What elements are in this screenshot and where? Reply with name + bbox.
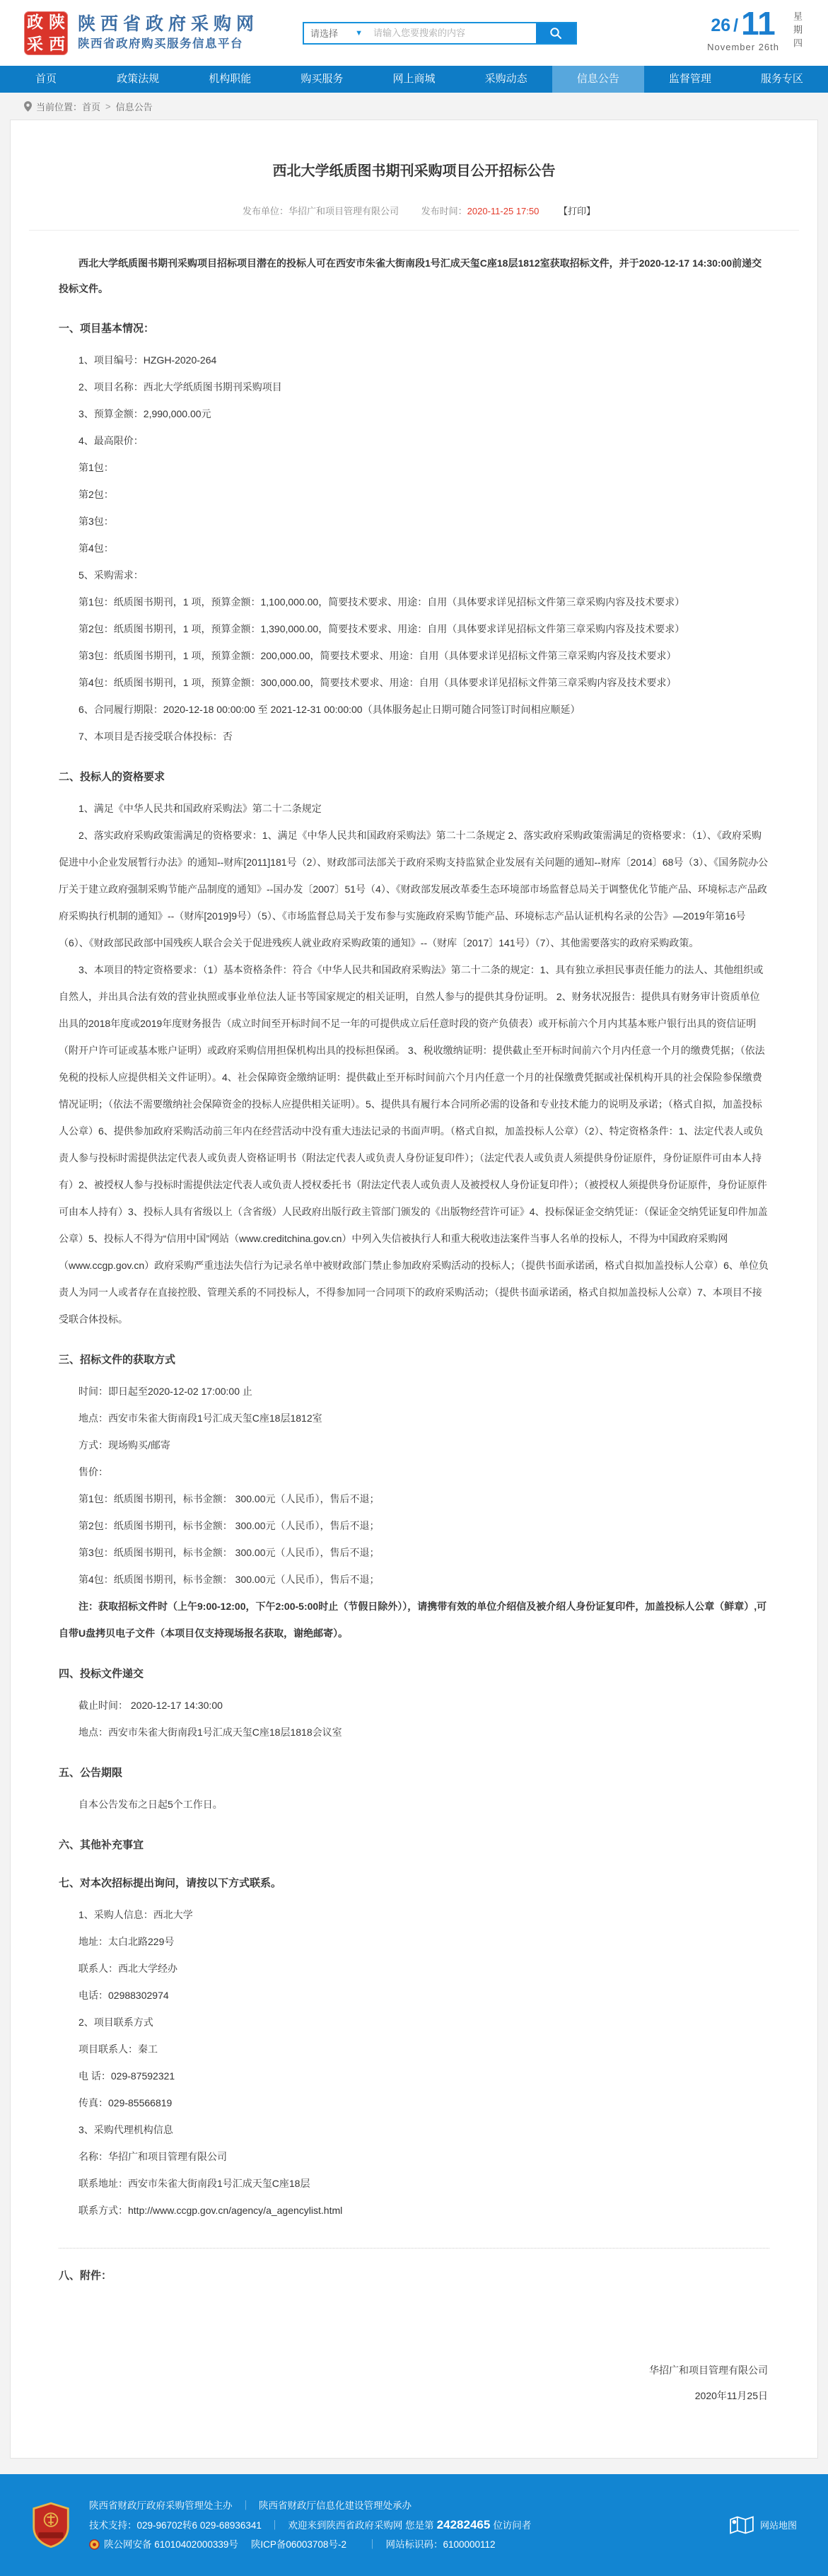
article-paragraph: 3、预算金额：2,990,000.00元 <box>78 407 211 419</box>
article-body <box>11 250 817 2287</box>
article-paragraph: 售价： <box>78 1466 108 1478</box>
footer-site-id: 网站标识码：6100000112 <box>385 2539 496 2550</box>
article-paragraph: 3、本项目的特定资格要求：（1）基本资格条件：符合《中华人民共和国政府采购法》第二十二条的规定：1、具有独立承担民事责任能力的法人、其他组织或自然人，并出具合法有效的营业执照或事业单位法人证书等国家规定的相关证明，自然人参与的提供其身份证明。 2、财务状况报告：提供具有财务审计资质单位出具的2018年度或2019年度财务报告（成立时间至开标时间不足一年的可提供成立后任意时段的资产负债表）或开标前六个月内其基本账户银行出具的资信证明（附开户许可证或基本账户证明）或政府采购信用担保机构出具的投标担保函。 3、税收缴纳证明：提供截止至开标时间前六个月内任意一个月的缴费凭据；（依法免税的投标人应提供相关文件证明）。4、社会保障资金缴纳证明：提供截止至开标时间前六个月内任意一个月的社保缴费凭据或社保机构开具的社会保险参保缴费情况证明；（依法不需要缴纳社会保障资金的投标人应提供相关证明）。5、提供具有履行本合同所必需的设备和专业技术能力的说明及承诺；（格式自拟，加盖投标人公章）6、提供参加政府采购活动前三年内在经营活动中没有重大违法记录的书面声明。（格式自拟，加盖投标人公章）（2）、特定资格条件：1、法定代表人或负责人参与投标时需提供法定代表人或负责人资格证明书（附法定代表人或负责人身份证复印件）；（法定代表人或负责人须提供身份证原件，身份证原件可由本人持有）2、被授权人参与投标时需提供法定代表人或负责人授权委托书（附法定代表人或负责人及被授权人身份证复印件）；（被授权人须提供身份证原件，身份证原件可由本人持有）3、投标人具有省级以上（含省级）人民政府出版行政主管部门颁发的《出版物经营许可证》4、投标保证金交纳凭证：（保证金交纳凭证复印件加盖公章）5、投标人不得为“信用中国”网站（www.creditchina.gov.cn）中列入失信被执行人和重大税收违法案件当事人名单的投标人，不得为中国政府采购网（www.ccgp.gov.cn）政府采购严重违法失信行为记录名单中被财政部门禁止参加政府采购活动的投标人；（提供书面承诺函，格式自拟加盖投标人公章）6、单位负责人为同一人或者存在直接控股、管理关系的不同投标人，不得参加同一合同项下的政府采购活动；（提供书面承诺函，格式自拟加盖投标人公章）7、本项目不接受联合体投标。 <box>59 963 769 1325</box>
logo-char: 西 <box>49 34 65 53</box>
search-input[interactable] <box>369 23 536 43</box>
search-category-select[interactable] <box>304 23 369 43</box>
date-english: November 26th <box>707 41 779 52</box>
article-paragraph: 地址：太白北路229号 <box>78 1935 175 1947</box>
footer-beian-icp[interactable]: 陕ICP备06003708号-2 <box>250 2539 346 2550</box>
date-month: 11 <box>741 4 776 42</box>
section-heading: 四、投标文件递交 <box>59 1667 144 1680</box>
article-paragraph: 第2包：纸质图书期刊，1 项，预算金额：1,390,000.00，简要技术要求、用途：自用（具体要求详见招标文件第三章采购内容及技术要求） <box>78 622 685 634</box>
footer-line-2 <box>89 2515 531 2535</box>
footer-organizer: 陕西省财政厅政府采购管理处主办 <box>89 2500 233 2511</box>
logo-char: 陕 <box>49 12 65 31</box>
article-paragraph: 第2包： <box>78 488 114 500</box>
publish-time-value: 2020-11-25 17:50 <box>467 205 540 216</box>
search-bar <box>303 22 577 45</box>
nav-item-3[interactable]: 机构职能 <box>209 73 252 85</box>
nav-item-5[interactable]: 网上商城 <box>392 73 436 85</box>
footer-line-3 <box>89 2535 531 2554</box>
publish-time-label: 发布时间： <box>421 205 467 216</box>
footer-separator: ｜ <box>269 2519 280 2531</box>
breadcrumb <box>0 93 828 120</box>
breadcrumb-current: 信息公告 <box>115 101 153 112</box>
date-slash: / <box>733 15 739 35</box>
sitemap-label: 网站地图 <box>759 2520 797 2531</box>
nav-item-2[interactable]: 政策法规 <box>117 73 160 85</box>
section-heading: 二、投标人的资格要求 <box>59 770 165 783</box>
nav-item-4[interactable]: 购买服务 <box>301 73 344 85</box>
nav-item-9[interactable]: 服务专区 <box>760 73 803 85</box>
article-paragraph: 2、项目联系方式 <box>78 2016 153 2028</box>
nav-item-7[interactable]: 信息公告 <box>552 66 644 93</box>
article-paragraph: 第4包： <box>78 542 114 554</box>
section-heading: 五、公告期限 <box>59 1766 123 1779</box>
article-paragraph: 2、项目名称：西北大学纸质图书期刊采购项目 <box>78 381 282 393</box>
announcement-card <box>10 120 818 2459</box>
location-pin-icon <box>24 101 32 112</box>
article-paragraph: 5、采购需求： <box>78 569 144 581</box>
logo-char: 政 <box>27 12 43 31</box>
article-paragraph: 电话：02988302974 <box>78 1989 169 2001</box>
section-heading: 一、项目基本情况： <box>59 322 155 335</box>
breadcrumb-label: 当前位置： <box>36 101 83 112</box>
article-paragraph: 6、合同履行期限：2020-12-18 00:00:00 至 2021-12-31 00:00:00（具体服务起止日期可随合同签订时间相应顺延） <box>78 703 581 715</box>
police-badge-icon <box>89 2539 100 2550</box>
signature-block <box>11 2294 817 2408</box>
site-titles <box>78 13 259 52</box>
article-paragraph: 注：获取招标文件时（上午9:00-12:00，下午2:00-5:00时止（节假日除外）），请携带有效的单位介绍信及被介绍人身份证复印件，加盖投标人公章（鲜章）,可自带U盘拷贝电子文件（本项目仅支持现场报名获取，谢绝邮寄）。 <box>59 1600 767 1639</box>
footer-co-organizer: 陕西省财政厅信息化建设管理处承办 <box>259 2500 412 2511</box>
footer-separator: ｜ <box>367 2539 378 2550</box>
breadcrumb-separator: > <box>105 100 111 112</box>
site-subtitle: 陕西省政府购买服务信息平台 <box>78 37 243 50</box>
signature-company: 华招广和项目管理有限公司 <box>649 2364 768 2376</box>
nav-item-8[interactable]: 监督管理 <box>668 73 711 85</box>
footer-separator: ｜ <box>240 2500 250 2511</box>
article-paragraph: 电 话：029-87592321 <box>78 2070 175 2082</box>
nav-item-6[interactable]: 采购动态 <box>484 73 527 85</box>
visitor-count: 24282465 <box>436 2517 491 2531</box>
footer-welcome: 欢迎来到陕西省政府采购网 您是第 <box>288 2519 434 2531</box>
article-paragraph: 时间：即日起至2020-12-02 17:00:00 止 <box>78 1385 252 1397</box>
article-paragraph: 1、采购人信息：西北大学 <box>78 1908 193 1920</box>
search-icon <box>549 27 562 40</box>
publisher-label: 发布单位： <box>243 205 289 216</box>
signature-date: 2020年11月25日 <box>694 2389 768 2401</box>
article-paragraph: 1、项目编号：HZGH-2020-264 <box>78 354 217 366</box>
site-header <box>0 0 828 66</box>
date-block <box>707 4 804 57</box>
meta-divider <box>29 230 799 231</box>
footer-tech-support: 技术支持：029-96702转6 029-68936341 <box>89 2519 262 2531</box>
dotted-divider <box>59 2248 769 2249</box>
article-paragraph: 传真：029-85566819 <box>78 2096 173 2108</box>
article-paragraph: 第1包： <box>78 461 114 473</box>
search-category-value: 请选择 <box>310 28 339 39</box>
logo-char: 采 <box>27 34 43 53</box>
footer-beian-gongan[interactable]: 陕公网安备 61010402000339号 <box>104 2539 238 2550</box>
article-paragraph: 3、采购代理机构信息 <box>78 2123 173 2135</box>
article-paragraph: 7、本项目是否接受联合体投标：否 <box>78 730 233 742</box>
section-heading: 三、招标文件的获取方式 <box>59 1353 176 1366</box>
article-paragraph: 第3包： <box>78 515 114 527</box>
article-paragraph: 方式：现场购买/邮寄 <box>78 1439 170 1451</box>
article-paragraph: 第4包：纸质图书期刊，1 项，预算金额：300,000.00，简要技术要求、用途：自用（具体要求详见招标文件第三章采购内容及技术要求） <box>78 676 677 688</box>
article-paragraph: 西北大学纸质图书期刊采购项目招标项目潜在的投标人可在西安市朱雀大街南段1号汇成天玺C座18层1812室获取招标文件，并于2020-12-17 14:30:00前递交投标文件。 <box>59 257 762 294</box>
nav-item-1[interactable]: 首页 <box>35 73 57 85</box>
article-paragraph: 第3包：纸质图书期刊，标书金额： 300.00元（人民币），售后不退； <box>78 1546 380 1558</box>
article-paragraph: 第1包：纸质图书期刊，标书金额： 300.00元（人民币），售后不退； <box>78 1492 380 1504</box>
site-logo <box>24 11 68 55</box>
article-paragraph: 名称：华招广和项目管理有限公司 <box>78 2150 227 2162</box>
article-paragraph: 2、落实政府采购政策需满足的资格要求：1、满足《中华人民共和国政府采购法》第二十二条规定 2、落实政府采购政策需满足的资格要求：（1）、《政府采购促进中小企业发展暂行办法》的通知--财库[2011]181号（2）、财政部司法部关于政府采购支持监狱企业发展有关问题的通知--财库〔2014〕68号（3）、《国务院办公厅关于建立政府强制采购节能产品制度的通知》--国办发〔2007〕51号（4）、《财政部发展改革委生态环境部市场监督总局关于调整优化节能产品、环境标志产品政府采购执行机制的通知》--（财库[2019]9号）（5）、《市场监督总局关于发布参与实施政府采购节能产品、环境标志产品认证机构名录的公告》—2019年第16号（6）、《财政部民政部中国残疾人联合会关于促进残疾人就业政府采购政策的通知》--（财库〔2017〕141号）（7）、其他需要落实的政府采购政策。 <box>59 829 769 948</box>
section-heading: 八、附件： <box>59 2269 112 2282</box>
article-paragraph: 第3包：纸质图书期刊，1 项，预算金额：200,000.00，简要技术要求、用途：自用（具体要求详见招标文件第三章采购内容及技术要求） <box>78 649 677 661</box>
main-nav <box>0 66 828 93</box>
article-paragraph: 自本公告发布之日起5个工作日。 <box>78 1798 223 1810</box>
sitemap-icon <box>729 2514 754 2536</box>
breadcrumb-home[interactable]: 首页 <box>82 101 101 112</box>
date-weekday: 星期四 <box>792 11 803 52</box>
publisher-value: 华招广和项目管理有限公司 <box>288 205 400 216</box>
government-emblem <box>31 2502 71 2548</box>
article-paragraph: 第1包：纸质图书期刊，1 项，预算金额：1,100,000.00，简要技术要求、用途：自用（具体要求详见招标文件第三章采购内容及技术要求） <box>78 596 685 608</box>
article-paragraph: 联系方式：http://www.ccgp.gov.cn/agency/a_agencylist.html <box>78 2204 343 2216</box>
chevron-down-icon: ▼ <box>355 28 363 37</box>
article-paragraph: 联系地址：西安市朱雀大街南段1号汇成天玺C座18层 <box>78 2177 310 2189</box>
article-paragraph: 1、满足《中华人民共和国政府采购法》第二十二条规定 <box>78 802 322 814</box>
footer-line-1 <box>89 2496 531 2515</box>
print-button[interactable]: 【打印】 <box>558 205 595 216</box>
footer-visitor-suffix: 位访问者 <box>493 2519 532 2531</box>
article-paragraph: 第4包：纸质图书期刊，标书金额： 300.00元（人民币），售后不退； <box>78 1573 380 1585</box>
article-paragraph: 地点：西安市朱雀大街南段1号汇成天玺C座18层1818会议室 <box>78 1726 342 1738</box>
section-heading: 七、对本次招标提出询问，请按以下方式联系。 <box>59 1876 282 1889</box>
article-paragraph: 项目联系人：秦工 <box>78 2043 158 2055</box>
article-paragraph: 第2包：纸质图书期刊，标书金额： 300.00元（人民币），售后不退； <box>78 1519 380 1531</box>
article-meta <box>11 204 817 230</box>
site-footer <box>0 2474 828 2576</box>
sitemap-link[interactable] <box>729 2514 797 2536</box>
article-paragraph: 联系人：西北大学经办 <box>78 1962 177 1974</box>
article-paragraph: 截止时间： 2020-12-17 14:30:00 <box>78 1699 223 1711</box>
article-paragraph: 地点：西安市朱雀大街南段1号汇成天玺C座18层1812室 <box>78 1412 322 1424</box>
site-title: 陕西省政府采购网 <box>78 14 260 35</box>
page-title: 西北大学纸质图书期刊采购项目公开招标公告 <box>272 163 556 180</box>
search-button[interactable] <box>536 23 576 43</box>
date-day: 26 <box>711 15 731 35</box>
footer-text-lines <box>89 2496 531 2554</box>
article-paragraph: 4、最高限价： <box>78 434 144 446</box>
section-heading: 六、其他补充事宜 <box>59 1838 144 1851</box>
